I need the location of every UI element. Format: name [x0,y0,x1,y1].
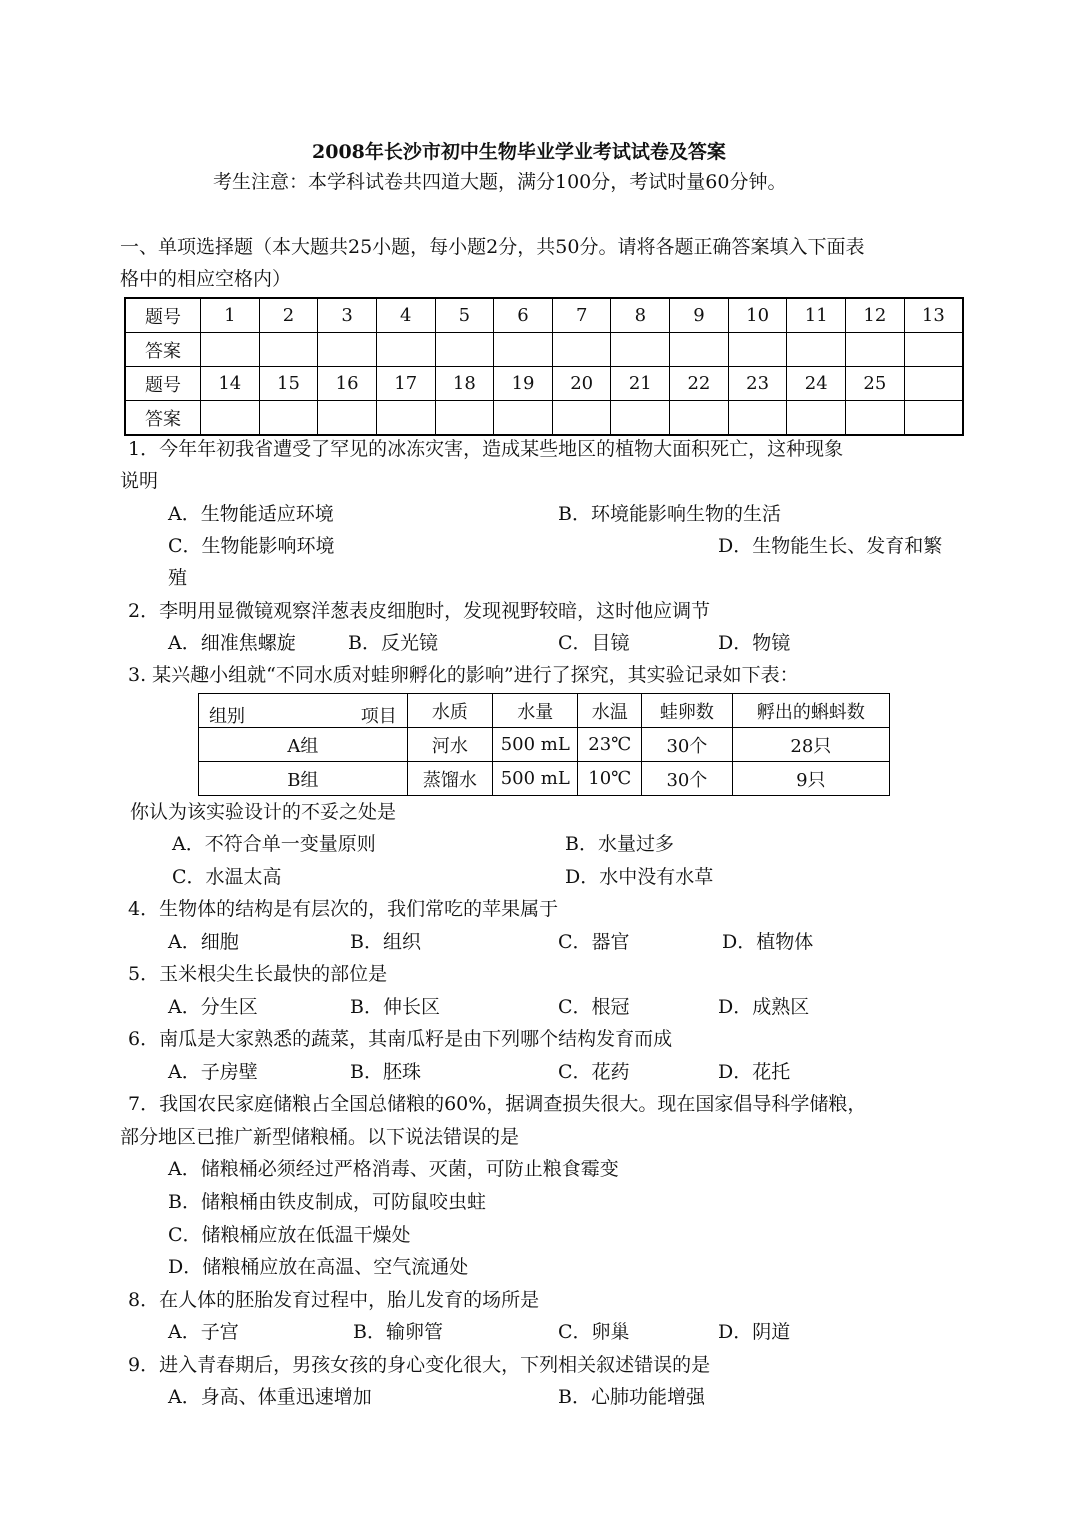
answer-cell[interactable] [552,401,611,436]
table-cell: 28只 [732,728,889,762]
answer-grid-row [125,298,963,333]
question-number-cell: 23 [728,367,787,401]
table-cell: B组 [199,762,408,796]
question-number-cell: 19 [494,367,553,401]
q8-option-d[interactable]: D．阴道 [718,1321,791,1343]
question-number-cell: 7 [552,298,611,333]
section-heading-line2: 格中的相应空格内） [120,268,292,290]
answer-cell[interactable] [259,333,318,367]
question-number-cell: 24 [787,367,846,401]
answer-cell[interactable] [670,401,729,436]
table-cell: 30个 [642,762,732,796]
question-number-cell: 11 [787,298,846,333]
column-header: 水质 [407,694,492,728]
answer-cell[interactable] [611,401,670,436]
column-header: 水量 [493,694,578,728]
q1-stem-line1: 1．今年年初我省遭受了罕见的冰冻灾害，造成某些地区的植物大面积死亡，这种现象 [128,438,844,460]
column-header: 水温 [578,694,642,728]
answer-cell[interactable] [201,401,260,436]
q6-option-d[interactable]: D．花托 [718,1061,791,1083]
q7-option-c[interactable]: C．储粮桶应放在低温干燥处 [168,1224,411,1246]
q4-option-b[interactable]: B．组织 [350,931,421,953]
table-cell: 23℃ [578,728,642,762]
answer-cell[interactable] [552,333,611,367]
question-number-cell: 4 [376,298,435,333]
table-cell: 500 mL [493,762,578,796]
section-heading-line1: 一、单项选择题（本大题共25小题，每小题2分，共50分。请将各题正确答案填入下面表 [120,236,865,258]
answer-cell[interactable] [611,333,670,367]
answer-grid [124,297,964,436]
answer-cell[interactable] [494,333,553,367]
answer-cell[interactable] [376,401,435,436]
q1-stem-line2: 说明 [120,470,159,492]
q1-option-d[interactable]: D．生物能生长、发育和繁 [718,535,943,557]
question-number-cell: 14 [201,367,260,401]
q7-option-d[interactable]: D．储粮桶应放在高温、空气流通处 [168,1256,469,1278]
question-number-cell: 2 [259,298,318,333]
question-number-cell: 15 [259,367,318,401]
q2-option-a[interactable]: A．细准焦螺旋 [168,632,296,654]
q8-stem: 8．在人体的胚胎发育过程中，胎儿发育的场所是 [128,1289,540,1311]
answer-cell[interactable] [904,401,963,436]
answer-cell[interactable] [376,333,435,367]
q7-option-b[interactable]: B．储粮桶由铁皮制成，可防鼠咬虫蛀 [168,1191,486,1213]
q3-option-d[interactable]: D．水中没有水草 [565,866,714,888]
question-number-cell: 10 [728,298,787,333]
q3-option-a[interactable]: A．不符合单一变量原则 [172,833,376,855]
question-number-cell: 12 [846,298,905,333]
q7-stem-line1: 7．我国农民家庭储粮占全国总储粮的60%，据调查损失很大。现在国家倡导科学储粮， [128,1093,867,1115]
q1-option-b[interactable]: B．环境能影响生物的生活 [558,503,781,525]
q1-option-c[interactable]: C．生物能影响环境 [168,535,335,557]
q4-option-a[interactable]: A．细胞 [168,931,239,953]
answer-cell[interactable] [259,401,318,436]
row-label-answer: 答案 [125,401,201,436]
answer-cell[interactable] [494,401,553,436]
q5-option-a[interactable]: A．分生区 [168,996,258,1018]
answer-cell[interactable] [846,333,905,367]
row-label-number: 题号 [125,298,201,333]
question-number-cell: 20 [552,367,611,401]
answer-cell[interactable] [318,333,377,367]
question-number-cell: 22 [670,367,729,401]
q5-stem: 5．玉米根尖生长最快的部位是 [128,963,388,985]
answer-cell[interactable] [435,401,494,436]
experiment-table [198,693,890,796]
table-row [199,728,890,762]
q2-stem: 2．李明用显微镜观察洋葱表皮细胞时，发现视野较暗，这时他应调节 [128,600,711,622]
column-header: 孵出的蝌蚪数 [732,694,889,728]
table-cell: A组 [199,728,408,762]
column-header: 蛙卵数 [642,694,732,728]
question-number-cell: 13 [904,298,963,333]
page-title: 2008年长沙市初中生物毕业学业考试试卷及答案 [312,141,726,163]
answer-grid-row [125,367,963,401]
q2-option-b[interactable]: B．反光镜 [348,632,438,654]
q3-option-c[interactable]: C．水温太高 [172,866,282,888]
q4-option-c[interactable]: C．器官 [558,931,630,953]
experiment-header-row [199,694,890,728]
exam-notice: 考生注意：本学科试卷共四道大题，满分100分，考试时量60分钟。 [213,171,787,193]
table-cell: 蒸馏水 [407,762,492,796]
q1-option-a[interactable]: A．生物能适应环境 [168,503,334,525]
q5-option-b[interactable]: B．伸长区 [350,996,440,1018]
q4-stem: 4．生物体的结构是有层次的，我们常吃的苹果属于 [128,898,559,920]
q7-option-a[interactable]: A．储粮桶必须经过严格消毒、灭菌，可防止粮食霉变 [168,1158,619,1180]
question-number-cell: 25 [846,367,905,401]
q7-stem-line2: 部分地区已推广新型储粮桶。以下说法错误的是 [120,1126,520,1148]
q8-option-c[interactable]: C．卵巢 [558,1321,630,1343]
question-number-cell: 16 [318,367,377,401]
q3-option-b[interactable]: B．水量过多 [565,833,674,855]
answer-cell[interactable] [318,401,377,436]
q2-option-d[interactable]: D．物镜 [718,632,791,654]
q3-stem2: 你认为该实验设计的不妥之处是 [130,801,397,823]
q8-option-a[interactable]: A．子宫 [168,1321,239,1343]
table-row [199,762,890,796]
answer-grid-row [125,401,963,436]
q3-stem: 3. 某兴趣小组就“不同水质对蛙卵孵化的影响”进行了探究，其实验记录如下表： [128,664,799,686]
table-cell: 10℃ [578,762,642,796]
row-label-number: 题号 [125,367,201,401]
question-number-cell: 9 [670,298,729,333]
answer-cell[interactable] [787,333,846,367]
q5-option-d[interactable]: D．成熟区 [718,996,810,1018]
question-number-cell: 17 [376,367,435,401]
question-number-cell [904,367,963,401]
q6-option-a[interactable]: A．子房壁 [168,1061,258,1083]
question-number-cell: 5 [435,298,494,333]
q9-option-b[interactable]: B．心肺功能增强 [558,1386,705,1408]
answer-cell[interactable] [670,333,729,367]
table-cell: 30个 [642,728,732,762]
question-number-cell: 21 [611,367,670,401]
question-number-cell: 6 [494,298,553,333]
question-number-cell: 1 [201,298,260,333]
question-number-cell: 3 [318,298,377,333]
answer-cell[interactable] [201,333,260,367]
group-header: 组别 [209,706,245,727]
question-number-cell: 18 [435,367,494,401]
row-label-answer: 答案 [125,333,201,367]
answer-grid-row [125,333,963,367]
q4-option-d[interactable]: D．植物体 [722,931,814,953]
question-number-cell: 8 [611,298,670,333]
q1-option-d-continued: 殖 [168,567,188,589]
q2-option-c[interactable]: C．目镜 [558,632,630,654]
answer-cell[interactable] [787,401,846,436]
q6-option-b[interactable]: B．胚珠 [350,1061,421,1083]
group-item-header [199,694,408,728]
table-cell: 河水 [407,728,492,762]
answer-cell[interactable] [846,401,905,436]
q8-option-b[interactable]: B．输卵管 [353,1321,443,1343]
item-header: 项目 [360,706,397,727]
answer-cell[interactable] [728,401,787,436]
q6-stem: 6．南瓜是大家熟悉的蔬菜，其南瓜籽是由下列哪个结构发育而成 [128,1028,673,1050]
table-cell: 500 mL [493,728,578,762]
answer-cell[interactable] [435,333,494,367]
q6-option-c[interactable]: C．花药 [558,1061,630,1083]
answer-cell[interactable] [728,333,787,367]
answer-cell[interactable] [904,333,963,367]
table-cell: 9只 [732,762,889,796]
q9-option-a[interactable]: A．身高、体重迅速增加 [168,1386,372,1408]
q5-option-c[interactable]: C．根冠 [558,996,630,1018]
q9-stem: 9．进入青春期后，男孩女孩的身心变化很大，下列相关叙述错误的是 [128,1354,711,1376]
